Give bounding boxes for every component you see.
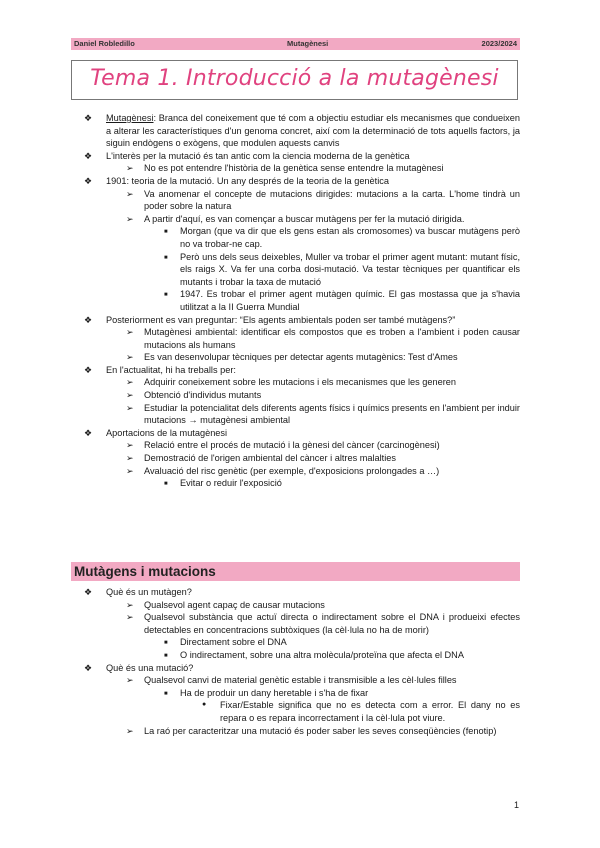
list-item: ➢ Qualsevol agent capaç de causar mutacions [126,599,325,610]
header-author: Daniel Robledillo [74,39,135,48]
arrow-bullet-icon: ➢ [126,453,134,464]
page-header [71,38,520,50]
arrow-bullet-icon: ➢ [126,352,134,363]
square-bullet-icon: ■ [164,481,168,488]
list-item: ■ O indirectament, sobre una altra molècula/proteïna que afecta el DNA [80,649,520,662]
square-bullet-icon: ■ [164,652,168,659]
arrow-bullet-icon: ➢ [126,402,134,413]
arrow-bullet-icon: ➢ [126,327,134,338]
square-bullet-icon: ■ [164,229,168,236]
list-item: ➢ No es pot entendre l'història de la genètica sense entendre la mutagènesi [126,163,444,174]
arrow-bullet-icon: ➢ [126,390,134,401]
arrow-bullet-icon: ➢ [126,163,134,174]
arrow-bullet-icon: ➢ [126,188,134,199]
list-item: ■ 1947. Es trobar el primer agent mutàgen químic. El gas mostassa que ja s'havia utilitzat a la II Guerra Mundial [164,289,520,312]
list-item: ❖ L'interès per la mutació és tan antic com la ciencia moderna de la genètica [84,150,410,161]
diamond-bullet-icon: ❖ [84,427,93,438]
square-bullet-icon: ■ [164,292,168,299]
arrow-bullet-icon: ➢ [126,377,134,388]
list-item: ❖ Aportacions de la mutagènesi [84,427,228,438]
arrow-bullet-icon: ➢ [126,725,134,736]
list-item: ❖ En l'actualitat, hi ha treballs per: [84,364,236,375]
list-item: ● Fixar/Estable significa que no es detecta com a error. El dany no es repara o es repara incorrectament i la cèl·lula pot viure. [202,700,520,723]
list-item: ➢ La raó per caracteritzar una mutació és poder saber les seves conseqüències (fenotip) [126,725,497,736]
diamond-bullet-icon: ❖ [84,150,93,161]
list-item: ■ Però uns dels seus deixebles, Muller va trobar el primer agent mutant: mutant físic, els raigs X. Va fer una corba dosi-mutació. Va testar tècniques per quantificar els mutants i trobar la taxa de mutació [164,251,520,287]
list-item: ■ Morgan (que va dir que els gens estan als cromosomes) va buscar mutàgens però no va trobar-ne cap. [164,226,520,249]
section-content [80,586,520,737]
list-item: ■ Directament sobre el DNA [80,636,520,649]
list-item: ❖ 1901: teoria de la mutació. Un any després de la teoria de la genètica [84,175,389,186]
list-item: ➢ Va anomenar el concepte de mutacions dirigides: mutacions a la carta. L'home tindrà un poder sobre la natura [126,188,520,212]
list-item: ➢ Qualsevol substància que actuï directa o indirectament sobre el DNA i produeixi efectes detectables en concentracions subtòxiques (la cèl·lula no ha de morir) [126,612,520,635]
list-item: ❖ Mutagènesi: Branca del coneixement que té com a objectiu estudiar els mecanismes que condueixen a alterar les característiques d'un genoma concret, així com la determinació de tots aquells factors, ja siguin endògens o exògens, que modulen aquests canvis [84,113,520,149]
page-title: Tema 1. Introducció a la mutagènesi [90,66,499,91]
list-item: ❖ Posteriorment es van preguntar: “Els agents ambientals poden ser també mutàgens?” [84,314,456,325]
list-item: ❖ Què és una mutació? [84,662,194,673]
list-item: ➢ Avaluació del risc genètic (per exemple, d'exposicions prolongades a …) [126,465,440,476]
list-item: ➢ Obtenció d'individus mutants [126,390,262,401]
diamond-bullet-icon: ❖ [84,175,93,186]
arrow-bullet-icon: ➢ [126,599,134,610]
arrow-bullet-icon: ➢ [126,440,134,451]
diamond-bullet-icon: ❖ [84,113,93,123]
header-subject: Mutagènesi [287,39,329,48]
dot-bullet-icon: ● [202,701,207,709]
arrow-bullet-icon: ➢ [126,612,134,623]
list-item: ➢ Demostració de l'origen ambiental del càncer i altres malalties [126,453,396,464]
list-item: ■ Evitar o reduir l'exposició [80,477,520,490]
page-number: 1 [514,800,520,810]
list-item: ➢ Estudiar la potencialitat dels diferents agents físics i químics presents en l'ambient per induir mutacions → mutagènesi ambiental [126,402,520,426]
list-item: ➢ A partir d'aquí, es van començar a buscar mutàgens per fer la mutació dirigida. [126,213,465,224]
square-bullet-icon: ■ [164,640,168,647]
list-item: ➢ Relació entre el procés de mutació i la gènesi del càncer (carcinogènesi) [126,440,440,451]
section-heading-bar [71,562,520,581]
section-title: Mutàgens i mutacions [74,564,216,579]
diamond-bullet-icon: ❖ [84,364,93,375]
list-item: ➢ Qualsevol canvi de material genètic estable i transmisible a les cèl·lules filles [126,675,457,686]
term-mutagenesi: Mutagènesi [106,113,154,123]
list-item: ➢ Mutagènesi ambiental: identificar els compostos que es troben a l'ambient i poden causar mutacions als humans [126,327,520,350]
arrow-bullet-icon: ➢ [126,675,134,686]
diamond-bullet-icon: ❖ [84,587,93,597]
header-year: 2023/2024 [481,39,517,48]
list-item: ➢ Adquirir coneixement sobre les mutacions i els mecanismes que les generen [126,377,457,388]
square-bullet-icon: ■ [164,254,168,261]
arrow-bullet-icon: ➢ [126,213,134,224]
title-box [71,60,518,100]
diamond-bullet-icon: ❖ [84,314,93,325]
diamond-bullet-icon: ❖ [84,662,93,673]
list-item: ➢ Es van desenvolupar tècniques per detectar agents mutagènics: Test d'Ames [126,352,458,363]
arrow-bullet-icon: ➢ [126,465,134,476]
list-item: ❖ Què és un mutàgen? [84,587,192,597]
square-bullet-icon: ■ [164,690,168,697]
list-item: ■ Ha de produir un dany heretable i s'ha de fixar [80,687,520,700]
intro-content [80,112,520,490]
